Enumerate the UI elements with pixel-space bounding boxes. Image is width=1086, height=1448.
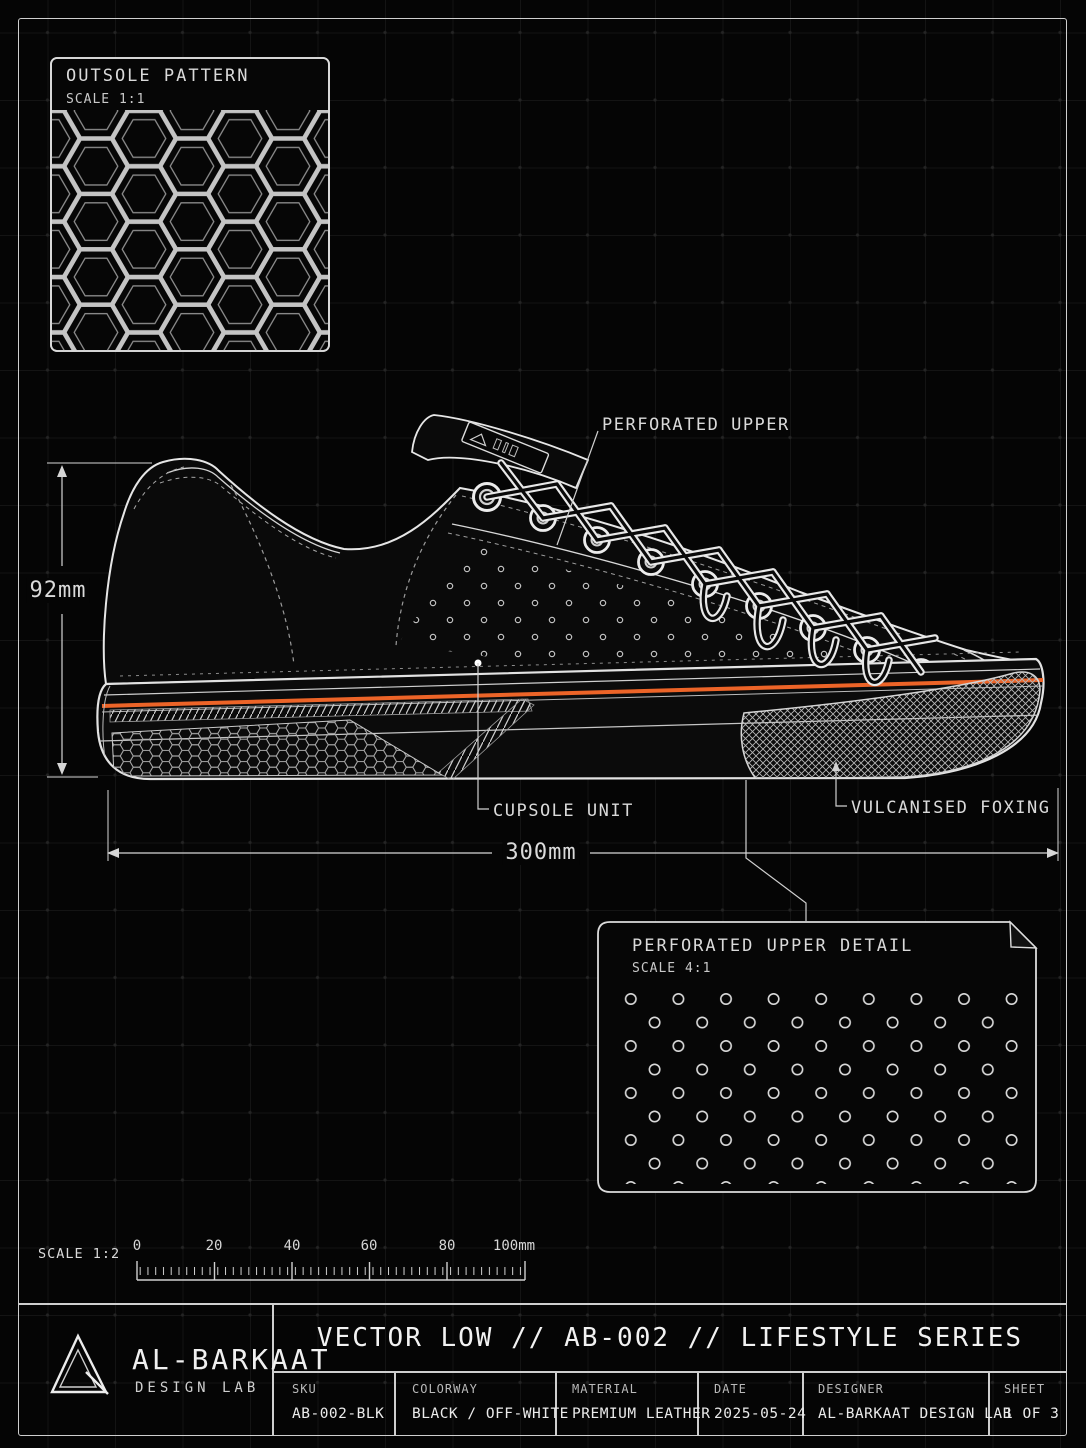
field-value-sheet: 1 OF 3	[1004, 1406, 1060, 1422]
ruler-tick-100: 100mm	[492, 1238, 536, 1254]
brand-name: AL-BARKAAT	[132, 1343, 331, 1376]
drawing-title: VECTOR LOW // AB-002 // LIFESTYLE SERIES	[316, 1323, 1024, 1353]
outsole-box-title: OUTSOLE PATTERN	[66, 66, 250, 86]
brand-logo-triangle-icon	[48, 1330, 118, 1408]
detail-box-title: PERFORATED UPPER DETAIL	[632, 936, 914, 956]
titleblock-mid-rule	[272, 1371, 1066, 1373]
cell-divider	[555, 1371, 557, 1436]
height-dimension-value: 92mm	[27, 578, 90, 603]
length-dimension-value: 300mm	[502, 840, 579, 865]
field-value-date: 2025-05-24	[714, 1406, 807, 1422]
field-label-material: MATERIAL	[572, 1382, 638, 1396]
ruler-tick-80: 80	[438, 1238, 456, 1254]
label-vulcanised-foxing: VULCANISED FOXING	[851, 798, 1051, 818]
field-value-sku: AB-002-BLK	[292, 1406, 385, 1422]
cell-divider	[394, 1371, 396, 1436]
outsole-box-scale: SCALE 1:1	[66, 92, 146, 107]
label-cupsole-unit: CUPSOLE UNIT	[493, 801, 634, 821]
ruler-tick-40: 40	[283, 1238, 301, 1254]
cell-divider	[802, 1371, 804, 1436]
field-label-colorway: COLORWAY	[412, 1382, 478, 1396]
brand-subtitle: DESIGN LAB	[135, 1380, 260, 1396]
field-label-sku: SKU	[292, 1382, 317, 1396]
cell-divider	[988, 1371, 990, 1436]
field-value-designer: AL-BARKAAT DESIGN LAB	[818, 1406, 1012, 1422]
sheet-border	[18, 18, 1067, 1436]
ruler-tick-0: 0	[132, 1238, 142, 1254]
titleblock-top-rule	[18, 1303, 1066, 1305]
cell-divider	[697, 1371, 699, 1436]
field-label-designer: DESIGNER	[818, 1382, 884, 1396]
ruler-tick-20: 20	[205, 1238, 223, 1254]
ruler-tick-60: 60	[360, 1238, 378, 1254]
field-label-date: DATE	[714, 1382, 747, 1396]
scale-bar-label: SCALE 1:2	[38, 1246, 121, 1262]
label-perforated-upper: PERFORATED UPPER	[602, 415, 790, 435]
field-value-material: PREMIUM LEATHER	[572, 1406, 711, 1422]
detail-box-scale: SCALE 4:1	[632, 961, 712, 976]
field-label-sheet: SHEET	[1004, 1382, 1046, 1396]
field-value-colorway: BLACK / OFF-WHITE	[412, 1406, 569, 1422]
